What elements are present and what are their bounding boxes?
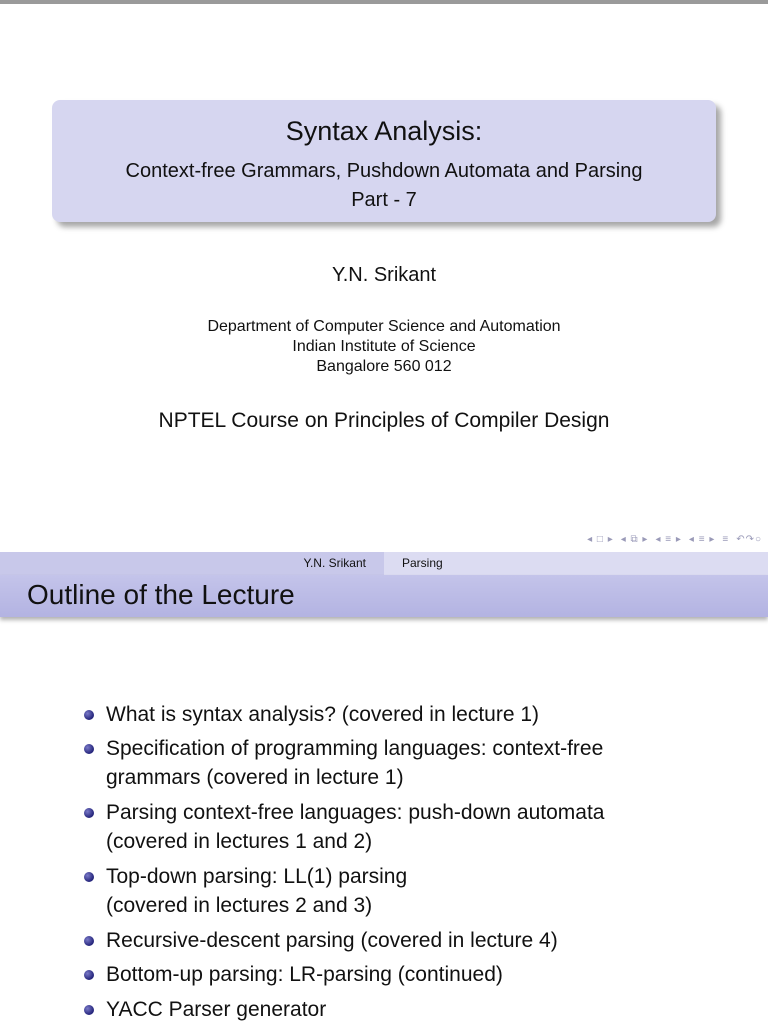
- slide-footer: [0, 552, 768, 575]
- bullet-icon: [84, 744, 94, 754]
- footer-author: Y.N. Srikant: [0, 552, 384, 575]
- course-name: NPTEL Course on Principles of Compiler Design: [158, 409, 610, 432]
- department: Department of Computer Science and Automation: [207, 318, 561, 335]
- frame-title-bar: [0, 575, 768, 617]
- nav-search-icon[interactable]: ↶↷○: [736, 533, 762, 545]
- list-item-line: Specification of programming languages: context-free: [106, 737, 604, 760]
- bullet-icon: [84, 808, 94, 818]
- frame-title: Outline of the Lecture: [27, 579, 295, 610]
- address: Bangalore 560 012: [316, 358, 452, 375]
- nav-frame-back-icon[interactable]: ◂ □ ▸: [587, 533, 614, 545]
- footer-topic: Parsing: [384, 552, 768, 575]
- beamer-navigation: [587, 532, 762, 546]
- bullet-icon: [84, 710, 94, 720]
- list-item-line: (covered in lectures 1 and 2): [106, 830, 373, 853]
- bullet-icon: [84, 936, 94, 946]
- title-box: [52, 100, 716, 222]
- list-item-line: Recursive-descent parsing (covered in lecture 4): [106, 929, 558, 952]
- list-item-line: Top-down parsing: LL(1) parsing: [106, 865, 408, 888]
- nav-subsection-icon[interactable]: ◂ ⧉ ▸: [620, 533, 649, 545]
- slide-subtitle: [52, 157, 716, 215]
- institution-block: [0, 317, 768, 377]
- slide-title: Syntax Analysis:: [285, 116, 483, 146]
- bullet-icon: [84, 872, 94, 882]
- list-item-line: (covered in lectures 2 and 3): [106, 894, 373, 917]
- nav-section-back-icon[interactable]: ◂ ≡ ▸: [655, 533, 682, 545]
- list-item-line: Parsing context-free languages: push-down automata: [106, 801, 605, 824]
- top-border: [0, 0, 768, 4]
- bullet-icon: [84, 970, 94, 980]
- nav-section-forward-icon[interactable]: ◂ ≡ ▸: [688, 533, 716, 545]
- subtitle-line-1: Context-free Grammars, Pushdown Automata and Parsing: [125, 160, 643, 182]
- nav-menu-icon[interactable]: ≡: [722, 533, 730, 545]
- list-item-line: YACC Parser generator: [106, 998, 327, 1021]
- list-item-line: Bottom-up parsing: LR-parsing (continued): [106, 963, 503, 986]
- list-item-line: What is syntax analysis? (covered in lecture 1): [106, 703, 540, 726]
- institute: Indian Institute of Science: [292, 338, 476, 355]
- bullet-icon: [84, 1005, 94, 1015]
- list-item-line: grammars (covered in lecture 1): [106, 766, 404, 789]
- author-name: Y.N. Srikant: [331, 264, 437, 286]
- subtitle-line-2: Part - 7: [351, 189, 417, 211]
